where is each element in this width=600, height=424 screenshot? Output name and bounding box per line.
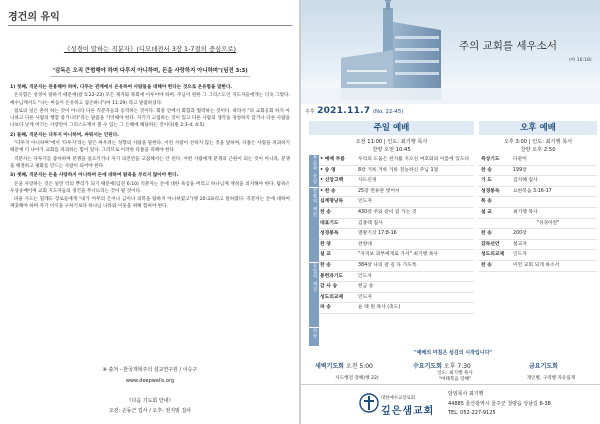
date-value: 2021.11.7 — [317, 106, 371, 116]
source-note: ※ 출처 - 한국개혁주의 설교연구원 / 이승구 — [102, 367, 198, 373]
side-label-call — [309, 155, 319, 187]
order-row — [309, 240, 474, 251]
wed-prayer-time: 오후 7:30 — [443, 363, 471, 370]
order-row — [309, 166, 474, 177]
order-row — [479, 166, 597, 177]
order-row — [309, 197, 474, 208]
order-item-label: 특 송 — [481, 199, 492, 205]
date-label: 주후 — [305, 109, 315, 115]
sunday-choir-time: 찬양 오전 10:45 — [372, 147, 411, 153]
order-item-value: 8장 거룩 거룩 거룩 전능하신 주님 1절 — [358, 167, 439, 173]
order-row — [479, 197, 597, 208]
order-item-label: 찬 송 — [481, 167, 492, 173]
senior-pastor: 담임목사 최기행 — [448, 391, 484, 397]
side-label-sending — [309, 328, 319, 346]
dawn-prayer-time: 오전 5:00 — [345, 363, 373, 370]
side-label-text: 응답의 예전 — [312, 263, 317, 293]
order-row — [309, 155, 474, 166]
afternoon-service-header: 오후 예배 — [479, 121, 597, 135]
order-row — [309, 272, 474, 283]
order-item-label: • 송 영 — [320, 167, 336, 173]
fri-prayer-content: 개인별, 구역별 자유롭게 — [526, 376, 576, 381]
next-prayer-title: 《다음 기도회 안내》 — [126, 398, 174, 404]
order-item-value: 다같이 — [513, 157, 527, 162]
sermon-point-heading: 2) 둘째, 직분자는 다투지 아니하며, 싸워서는 안된다. — [10, 132, 119, 138]
order-item-value: 최기행 목사 — [513, 209, 538, 215]
order-row — [479, 250, 597, 261]
sermon-subtitle — [0, 44, 300, 53]
order-item-label: 기 도 — [481, 178, 492, 184]
sunday-service-header: 주일 예배 — [309, 121, 474, 135]
sunday-order-list — [309, 155, 474, 314]
order-row — [479, 187, 597, 198]
order-row — [309, 229, 474, 240]
order-item-value: 199장 — [513, 167, 527, 173]
order-item-label: • 신앙고백 — [320, 178, 344, 184]
order-item-label: 찬 송 — [481, 231, 492, 237]
order-item-value: 찬양대 — [358, 241, 372, 247]
order-item-label: 성경봉독 — [320, 231, 339, 237]
order-item-value: 인도자 — [358, 273, 372, 279]
order-item-value: 인도자 — [358, 199, 372, 205]
dawn-prayer-header — [315, 361, 373, 372]
church-photo — [301, 0, 600, 104]
sermon-paragraph: 바울 사도는 밀레도 장로들에게 "내가 아무의 은이나 금이나 의복을 탐하지 아니하였고"(행 20:33)라고 말하였다. 직분자는 돈에 대하여 깨끗해야 하며 자기 이익을 구하기보다 하나님 나라와 이웃을 위해 힘써야 한다. — [10, 197, 290, 210]
sermon-paragraph: 첨로의 일은 흔히 하는 것이 아니라 다른 직분자들과 동역하는 것이다. 회중 안에서 화합과 협력하는 것이다. 따라서 "피 교회공회 하지 아니하고 다른 사람의 행할 중거니라"라는 말씀을 기억해야 한다. 자기가 고집하는 것이 있고 다른 사람의 생각을 경청하지 않거나 다른 사람을 나보다 낫게 여기는 사랑만이 그리스도께서 볼 수 있는 그 은혜에 해당하는 것이다(빌 2:3-4; 4:5). — [10, 108, 290, 129]
side-label-text: 말씀의 예전 — [312, 188, 317, 218]
order-item-label: 성경봉독 — [481, 188, 500, 194]
order-item-value: 김지혜 집사 — [513, 178, 538, 184]
order-item-value: 요한복음 3:16-17 — [513, 188, 552, 194]
church-phone: TEL. 052-227-9125 — [448, 410, 496, 416]
order-item-label: 감독선언 — [481, 241, 500, 247]
sermon-subtitle-text: 《성경이 말하는 직분자》(디모데전서 3장 1-7절의 중심으로) — [63, 45, 237, 53]
order-row — [309, 187, 474, 198]
order-item-value: 우리의 도움은 천지를 지으신 여호와의 이름에 있도다 — [358, 157, 470, 162]
order-row — [309, 261, 474, 272]
church-motto: 주의 교회를 세우소서 — [459, 40, 557, 52]
right-page — [301, 0, 600, 424]
order-row — [479, 155, 597, 166]
church-footer — [301, 384, 600, 424]
order-row — [309, 303, 474, 314]
order-item-label: 묵상기도 — [481, 157, 500, 162]
fri-prayer-header — [529, 361, 558, 372]
order-item-label: 찬 송 — [320, 262, 331, 268]
order-row — [479, 208, 597, 219]
church-logo-icon — [359, 393, 379, 413]
order-row — [479, 176, 597, 187]
order-row — [309, 282, 474, 293]
side-label-text: 파송 — [312, 328, 317, 339]
church-address: 44885 울산광역시 울주군 청량읍 상남길 6-38 — [448, 401, 551, 407]
source-url[interactable]: www.deepwells.org — [125, 378, 175, 384]
title-divider — [8, 25, 292, 26]
order-row — [479, 219, 597, 230]
wed-prayer-content: "마태복음 강해" — [438, 377, 472, 382]
order-item-value: 김종태 집사 — [358, 220, 383, 226]
order-row — [309, 208, 474, 219]
order-item-value: 이런 교회 되게 하소서 — [513, 262, 560, 268]
afternoon-service — [479, 138, 597, 268]
side-label-text: 부름과 응답 — [312, 155, 317, 185]
order-item-value: 인도자 — [358, 294, 372, 300]
order-row — [479, 240, 597, 251]
order-item-value: 윤 태 원 목사 (축도) — [358, 305, 401, 311]
order-item-value: "자격보 과부에게로 가서" 최기행 목사 — [358, 252, 439, 258]
motto-reference: (마 16:18) — [569, 58, 592, 63]
sermon-point-heading: 1) 첫째, 직분자는 관용해야 하며, 다투는 관계에서 온유하여 사람들을 대해야 한다는 것으로 온유함을 말한다. — [10, 85, 233, 90]
order-row — [309, 293, 474, 304]
order-item-label: 성도의교제 — [320, 294, 344, 300]
next-prayer-leaders: 오전: 손동근 집사 / 오후: 권지범 집사 — [108, 408, 192, 414]
issue-number: (No. 22-45) — [372, 109, 404, 115]
order-item-value: 200장 — [513, 231, 527, 237]
sermon-paragraph: 온유함은 성경이 말하기 때문에(갈 5:22-23) 모든 제자와 목회에 이루어야 하며, 주님이 원한 그 그리스도인 지도자들에게는 더욱 그렇다. 예수님께서도 "나는 마음이 온유하고 겸손하니"(마 11:29) 라고 말씀하셨다. — [10, 93, 290, 106]
order-item-value: 430장 주와 같이 길 가는 것 — [358, 209, 417, 215]
afternoon-service-time: 오후 3:00 | 인도: 최기행 목사 — [503, 139, 573, 145]
order-item-label: 설 교 — [481, 209, 492, 215]
order-item-label: 찬 송 — [481, 262, 492, 268]
order-item-value: 인도자 — [513, 252, 527, 258]
order-item-value: 사도신경 — [358, 178, 377, 184]
order-item-value: 25장 면류관 벗어서 — [358, 188, 400, 194]
dawn-prayer-content: 사도행전 강해(행 22) — [335, 376, 379, 381]
order-item-label: 십계명낭독 — [320, 199, 344, 205]
sunday-service-time: 오전 11:00 | 인도: 최기행 목사 — [355, 139, 428, 145]
order-item-label: 봉헌과기도 — [320, 273, 344, 279]
dawn-prayer-label: 새벽기도회 — [315, 363, 344, 370]
order-row — [479, 261, 597, 272]
order-item-value: 설교자 — [513, 241, 527, 247]
order-item-label: 찬 송 — [320, 209, 331, 215]
order-item-label: 성도의교제 — [481, 252, 505, 258]
order-item-value: 헌금 송 — [358, 284, 374, 290]
sermon-body — [10, 82, 290, 360]
afternoon-order-list — [479, 155, 597, 272]
wed-prayer-details — [407, 371, 503, 383]
sermon-point-heading: 3) 셋째, 직분자는 돈을 사랑하지 아니하며 돈에 대하여 탐욕을 부리지 않아야 한다. — [10, 173, 179, 179]
bulletin-date — [305, 106, 403, 116]
order-item-label: • 예배 부름 — [320, 157, 345, 162]
page-title: 경건의 유익 — [8, 12, 60, 23]
order-row — [479, 229, 597, 240]
wed-prayer-leader: 인도: 최기행 목사 — [437, 371, 473, 376]
order-item-label: 감 사 송 — [320, 284, 338, 290]
order-item-value: "성경이란" — [536, 220, 560, 226]
order-item-value: 384장 나의 갈 길 다 가도록 — [358, 262, 417, 268]
sermon-paragraph: 직분자는 다투기를 좋아하며 분쟁을 일으키거나 자기 의견만을 고집해서는 안 된다. 어떤 사람에게 분쟁의 근원이 되는 것이 아니라, 분쟁을 해결하고 평화를 만드는 사람이 되어야 한다. — [10, 156, 290, 169]
order-item-label: 대표기도 — [320, 220, 339, 226]
afternoon-choir-time: 찬양 오후 2:50 — [520, 147, 556, 153]
denomination: 대한예수교장로회 — [381, 396, 415, 401]
order-item-value: 열왕기상 17:8-16 — [358, 231, 397, 237]
side-label-response — [309, 263, 319, 327]
side-label-word — [309, 188, 319, 262]
sermon-paragraph: "다투지 아니하며"에서 '다투지'라는 말은 싸우려는 성향의 사람을 말한다. 이런 사람이 선하지 않는 것을 말하며, 다툼은 사람을 파괴하기 때문에 더 나아가 교회를 파괴하는 힘이 있다. 그러므로 이러한 다툼을 피해야 한다. — [10, 141, 290, 154]
verse-divider — [50, 76, 250, 77]
order-row — [309, 176, 474, 187]
service-slogan: "예배의 마침은 섬김의 시작입니다" — [413, 350, 493, 356]
order-item-label: 파 송 — [320, 305, 331, 311]
wed-prayer-label: 수요기도회 — [413, 363, 442, 370]
key-verse: "감독은 오직 큰범해야 하며 다투지 아니하며, 돈을 사랑하지 아니하며"(딤전 3:3) — [52, 68, 248, 74]
sermon-paragraph: 돈을 사랑하는 것은 일만 악의 뿌리가 되기 때문에(딤전 6:10) 직분자는 돈에 대한 욕심을 버리고 하나님께 재정을 의지해야 한다. 탐욕은 우상숭배이며 교회 지도자들의 경건을 무너뜨리는 것이 될 것이다. — [10, 181, 290, 194]
order-row — [309, 219, 474, 230]
church-name: 깊은샘교회 — [381, 406, 435, 417]
order-row — [309, 250, 474, 261]
order-item-label: 설 교 — [320, 252, 331, 258]
fri-prayer-label: 금요기도회 — [529, 363, 558, 370]
order-item-label: 찬 양 — [320, 241, 331, 247]
order-item-label: • 찬 송 — [320, 188, 336, 194]
